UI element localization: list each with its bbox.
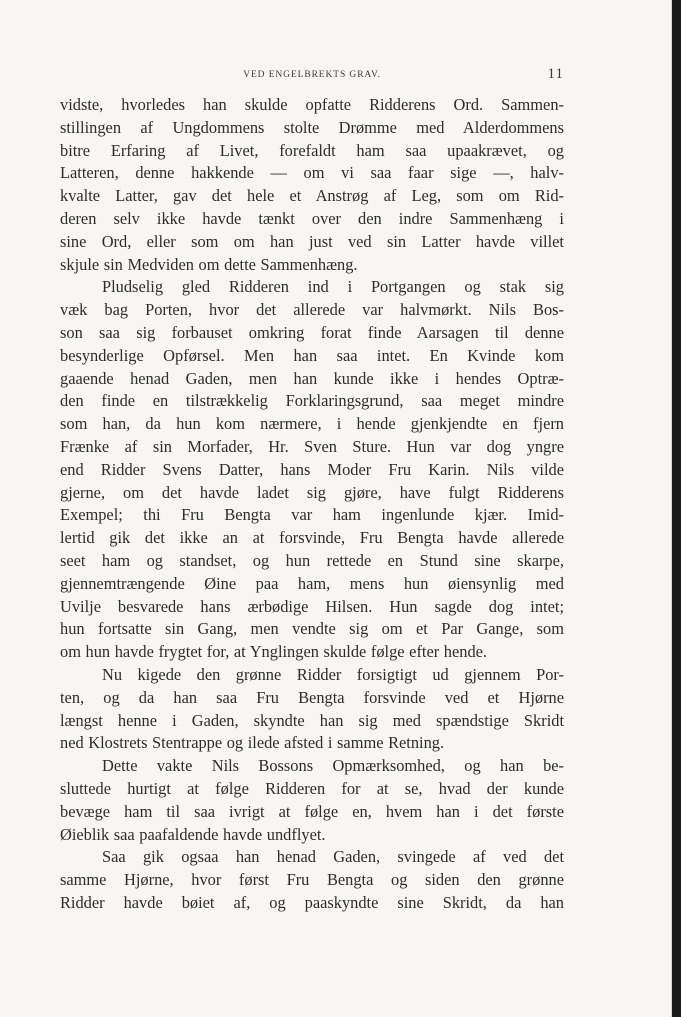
text-line: ten, og da han saa Fru Bengta forsvinde ved et Hjørne [60,687,564,707]
text-line: længst henne i Gaden, skyndte han sig med spændstige Skridt [60,710,564,730]
text-line: sluttede hurtigt at følge Ridderen for at se, hvad der kunde [60,778,564,798]
text-line: væk bag Porten, hvor det allerede var halvmørkt. Nils Bos- [60,300,564,320]
text-line: stillingen af Ungdommens stolte Drømme med Alderdommens [60,117,564,137]
page-number: 11 [547,66,564,82]
text-line: gjennemtrængende Øine paa ham, mens hun øiensynlig med [60,573,564,593]
text-line: Uvilje besvarede hans ærbødige Hilsen. Hun sagde dog intet; [60,596,564,616]
text-line: vidste, hvorledes han skulde opfatte Ridderens Ord. Sammen- [60,95,564,114]
text-line: som han, da hun kom nærmere, i hende gjenkjendte en fjern [60,414,564,434]
text-line: Frænke af sin Morfader, Hr. Sven Sture. Hun var dog yngre [60,436,564,456]
text-line: Pludselig gled Ridderen ind i Portgangen og stak sig [102,277,564,297]
text-line: Dette vakte Nils Bossons Opmærksomhed, og han be- [102,756,564,776]
text-line: gjerne, om det havde ladet sig gjøre, have fulgt Ridderens [60,482,564,502]
text-line: seet ham og standset, og hun rettede en Stund sine skarpe, [60,550,564,570]
text-line: sine Ord, eller som om han just ved sin Latter havde villet [60,231,564,251]
page-header [60,66,564,86]
text-line: om hun havde frygtet for, at Ynglingen skulde følge efter hende. [60,642,488,662]
text-line: gaaende henad Gaden, men han kunde ikke i hendes Optræ- [60,368,564,388]
text-line: den finde en tilstrækkelig Forklaringsgrund, saa meget mindre [60,391,564,411]
text-line: samme Hjørne, hvor først Fru Bengta og siden den grønne [60,870,564,890]
text-line: bitre Erfaring af Livet, forefaldt ham saa upaakrævet, og [60,140,564,160]
text-line: Exempel; thi Fru Bengta var ham ingenlunde kjær. Imid- [60,505,564,525]
text-line: bevæge ham til saa ivrigt at følge en, hvem han i det første [60,801,564,821]
text-line: Øieblik saa paafaldende havde undflyet. [60,824,326,844]
text-line: lertid gik det ikke an at forsvinde, Fru Bengta havde allerede [60,528,564,548]
running-head: VED ENGELBREKTS GRAV. [243,70,381,80]
text-line: skjule sin Medviden om dette Sammenhæng. [60,254,358,274]
text-line: Saa gik ogsaa han henad Gaden, svingede af ved det [102,847,564,867]
text-line: end Ridder Svens Datter, hans Moder Fru Karin. Nils vilde [60,459,564,479]
text-line: deren selv ikke havde tænkt over den indre Sammenhæng i [60,208,564,228]
text-line: hun fortsatte sin Gang, men vendte sig om et Par Gange, som [60,619,564,639]
text-line: Ridder havde bøiet af, og paaskyndte sine Skridt, da han [60,892,564,912]
body-text [60,94,564,915]
text-line: son saa sig forbauset omkring forat finde Aarsagen til denne [60,322,564,342]
text-line: Latteren, denne hakkende — om vi saa faar sige —, halv- [60,163,564,183]
text-line: ned Klostrets Stentrappe og ilede afsted i samme Retning. [60,733,445,753]
text-line: besynderlige Opførsel. Men han saa intet. En Kvinde kom [60,345,564,365]
text-line: Nu kigede den grønne Ridder forsigtigt ud gjennem Por- [102,664,564,684]
text-line: kvalte Latter, gav det hele et Anstrøg af Leg, som om Rid- [60,186,564,206]
